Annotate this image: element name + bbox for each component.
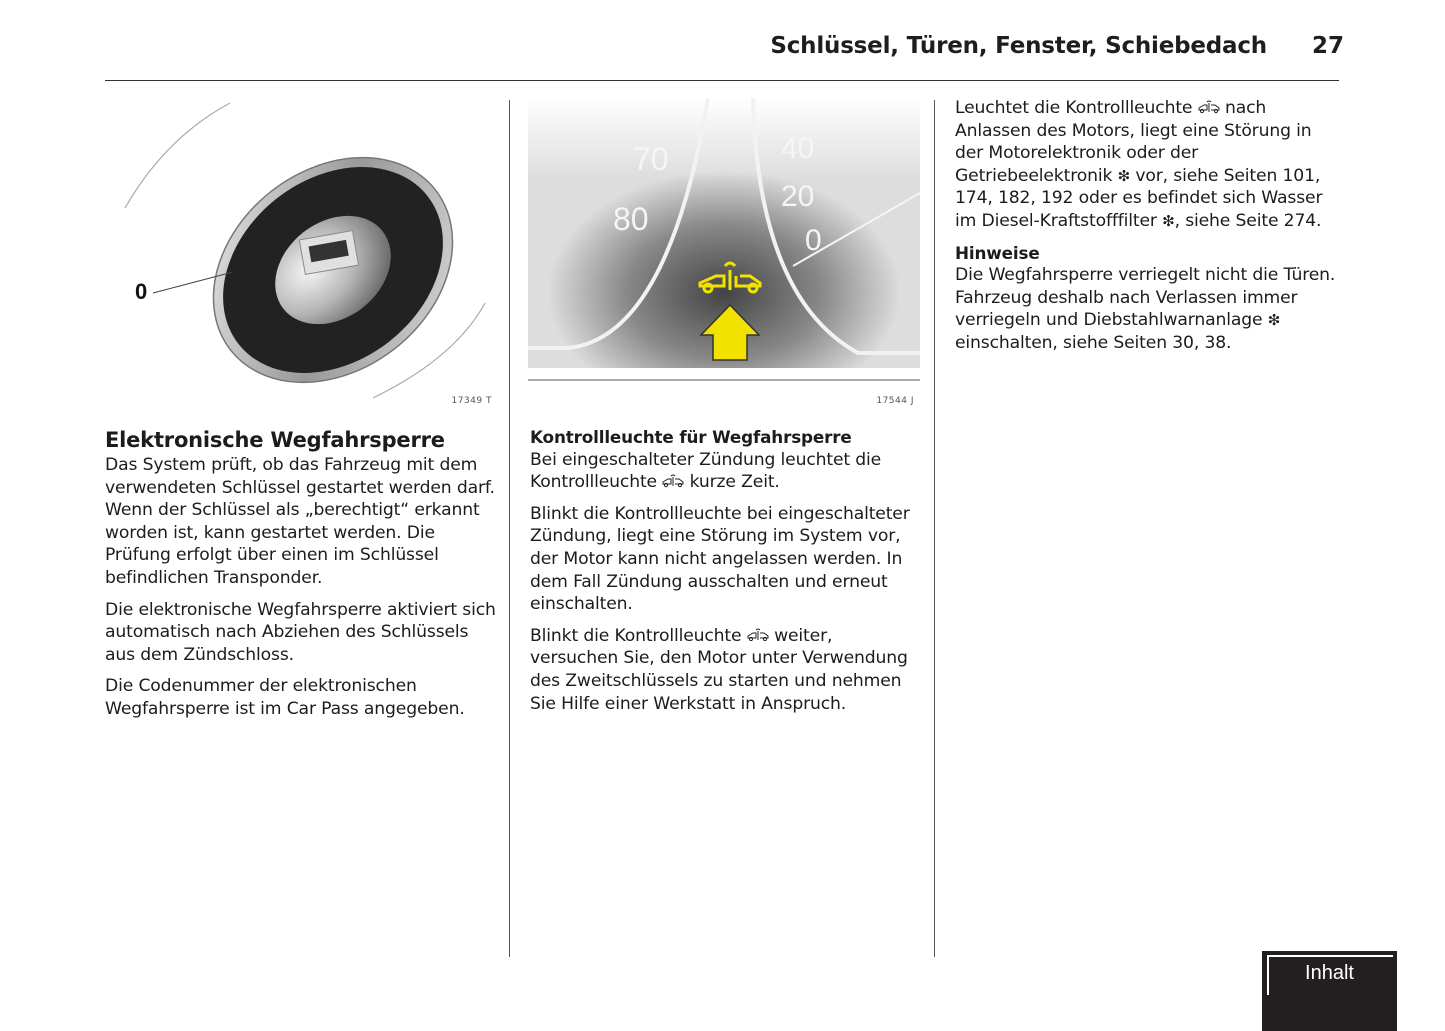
instrument-cluster-figure — [528, 98, 920, 410]
text: Die Wegfahrsperre verriegelt nicht die Türen. Fahrzeug deshalb nach Verlassen immer verriegeln und Diebstahlwarnanlage — [955, 265, 1336, 331]
text: nach Anlassen des Motors, liegt eine Störung in der Motorelektronik oder der Getriebeelektronik — [955, 98, 1312, 186]
instrument-cluster-illustration — [528, 98, 920, 388]
gauge-label-70: 70 — [633, 141, 669, 177]
ignition-lock-figure — [105, 98, 500, 410]
figure-code: 17544 J — [876, 396, 914, 406]
paragraph: Die Codenummer der elektronischen Wegfahrsperre ist im Car Pass angegeben. — [105, 676, 465, 719]
ignition-lock-illustration — [105, 98, 500, 410]
subsection-heading: Kontrollleuchte für Wegfahrsperre — [530, 427, 852, 447]
immobilizer-icon — [1198, 100, 1220, 114]
diesel-symbol-icon: ❇ — [1117, 166, 1131, 185]
column-divider — [509, 100, 510, 957]
text: , siehe Seite 274. — [1174, 210, 1322, 231]
paragraph — [530, 625, 920, 715]
paragraph — [530, 449, 920, 494]
text: Leuchtet die Kontrollleuchte — [955, 98, 1193, 118]
diesel-symbol-icon: ❇ — [1267, 311, 1281, 330]
page-number: 27 — [1312, 33, 1345, 59]
paragraph — [955, 97, 1339, 233]
paragraph: Die elektronische Wegfahrsperre aktiviert sich automatisch nach Abziehen des Schlüssels aus dem Zündschloss. — [105, 599, 496, 665]
text: einschalten, siehe Seiten 30, 38. — [955, 332, 1232, 353]
text: vor, siehe Seiten 101, 174, 182, 192 oder es befindet sich Wasser im Diesel-Kraftstofffilter — [955, 165, 1323, 231]
diesel-symbol-icon: ❇ — [1162, 211, 1175, 230]
immobilizer-icon — [747, 628, 769, 642]
text: Blinkt die Kontrollleuchte — [530, 625, 742, 646]
notes-heading: Hinweise — [955, 242, 1040, 263]
gauge-label-0: 0 — [805, 224, 822, 257]
section-heading: Elektronische Wegfahrsperre — [105, 428, 445, 452]
text: weiter, versuchen Sie, den Motor unter Verwendung des Zweitschlüssels zu starten und nehmen Sie Hilfe einer Werkstatt in Anspruch. — [530, 625, 908, 714]
paragraph: Blinkt die Kontrollleuchte bei eingeschalteter Zündung, liegt eine Störung im System vor, der Motor kann nicht angelassen werden. In dem Fall Zündung ausschalten und erneut einschalten. — [530, 503, 910, 615]
column-divider — [934, 100, 935, 957]
chapter-title: Schlüssel, Türen, Fenster, Schiebedach — [770, 33, 1267, 59]
right-column — [955, 97, 1339, 364]
figure-code: 17349 T — [451, 396, 492, 406]
text: kurze Zeit. — [689, 472, 780, 493]
inhalt-button[interactable] — [1262, 951, 1397, 1031]
gauge-label-20: 20 — [781, 180, 815, 213]
paragraph: Das System prüft, ob das Fahrzeug mit dem verwendeten Schlüssel gestartet werden darf. Wenn der Schlüssel als „berechtigt“ erkannt worden ist, kann gestartet werden. Die Prüfung erfolgt über einen im Schlüssel befindlichen Transponder. — [105, 455, 495, 588]
inhalt-label: Inhalt — [1305, 962, 1354, 984]
paragraph — [955, 264, 1339, 354]
text: Bei eingeschalteter Zündung leuchtet die Kontrollleuchte — [530, 449, 882, 493]
header-rule — [105, 80, 1339, 81]
callout-label: 0 — [135, 279, 148, 304]
left-column — [105, 426, 500, 730]
gauge-label-40: 40 — [781, 132, 815, 165]
gauge-label-80: 80 — [613, 201, 649, 237]
middle-column — [530, 426, 920, 724]
immobilizer-icon — [662, 474, 684, 488]
